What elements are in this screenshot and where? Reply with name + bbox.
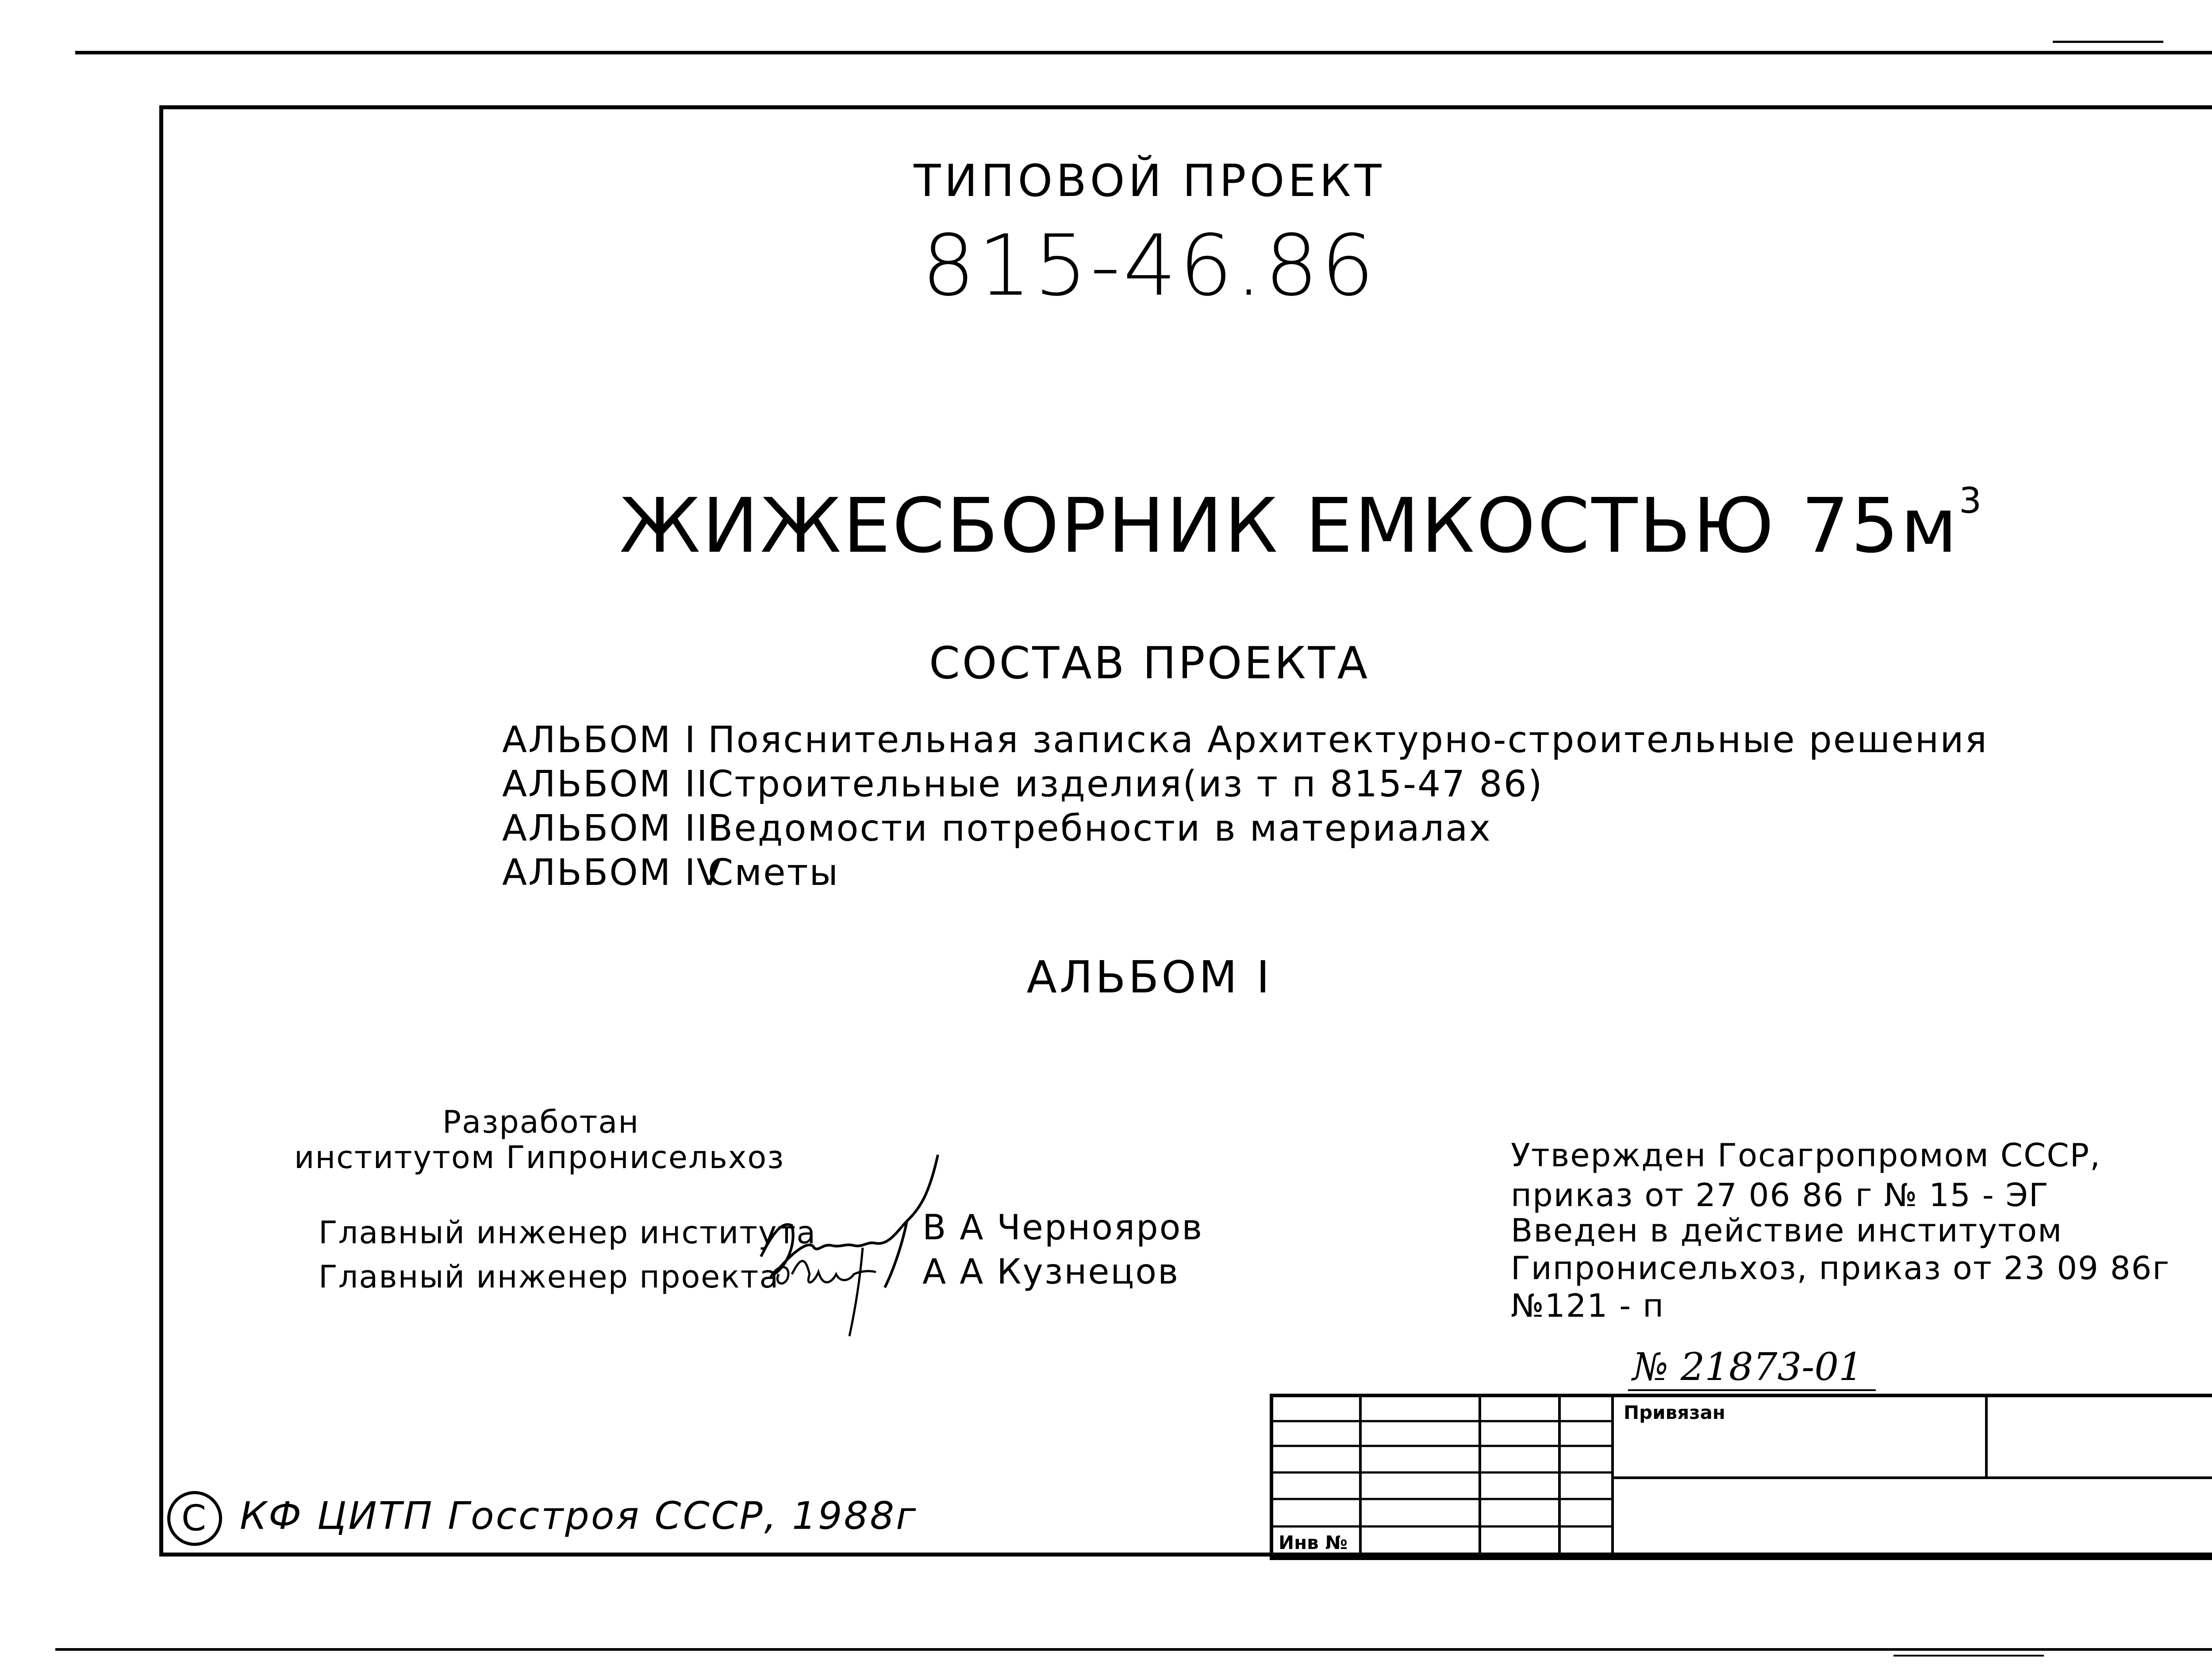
album-row-2 xyxy=(502,763,1544,805)
album-row-1 xyxy=(502,719,1988,761)
approval-line-1: Утвержден Госагропромом СССР, xyxy=(1511,1137,2101,1174)
project-number: 815-46.86 xyxy=(922,217,1377,315)
scan-mark-bottom xyxy=(1893,1655,2044,1657)
stamp-number-underline xyxy=(1628,1389,1876,1391)
copyright-text: КФ ЦИТП Госстроя СССР, 1988г xyxy=(240,1494,918,1538)
album-text: Пояснительная записка Архитектурно-строительные решения xyxy=(708,719,1988,761)
role-chief-engineer-project: Главный инженер проекта xyxy=(319,1259,780,1295)
name-chief-engineer-institute: В А Чернояров xyxy=(922,1208,1204,1248)
developer-line1: Разработан xyxy=(442,1104,640,1140)
bound-label: Привязан xyxy=(1624,1402,1725,1423)
role-chief-engineer-institute: Главный инженер института xyxy=(319,1215,817,1251)
inventory-label: Инв № xyxy=(1279,1532,1348,1553)
outer-border-top xyxy=(75,51,2212,54)
scan-mark-top xyxy=(2053,41,2163,43)
developer-line2: институтом Гипронисельхоз xyxy=(294,1139,785,1176)
album-text: Ведомости потребности в материалах xyxy=(708,807,1492,849)
album-label: АЛЬБОМ II xyxy=(502,763,709,805)
name-chief-engineer-project: А А Кузнецов xyxy=(922,1252,1180,1292)
document-title-text: ЖИЖЕСБОРНИК ЕМКОСТЬЮ 75м xyxy=(619,482,1959,570)
album-text: Сметы xyxy=(708,852,840,894)
approval-line-4: Гипронисельхоз, приказ от 23 09 86г xyxy=(1511,1249,2170,1287)
document-title xyxy=(619,482,1983,570)
approval-line-2: приказ от 27 06 86 г № 15 - ЭГ xyxy=(1511,1176,2049,1214)
album-label: АЛЬБОМ I xyxy=(502,719,697,761)
stamp-number: № 21873-01 xyxy=(1632,1345,1863,1389)
signature-kuznetsov xyxy=(761,1230,894,1341)
current-album: АЛЬБОМ I xyxy=(1026,951,1272,1003)
title-block-table xyxy=(1270,1394,2212,1562)
album-row-4 xyxy=(502,852,839,894)
project-type-label: ТИПОВОЙ ПРОЕКТ xyxy=(914,155,1385,207)
approval-line-5: №121 - п xyxy=(1511,1287,1665,1324)
copyright xyxy=(167,1491,918,1546)
approval-line-3: Введен в действие институтом xyxy=(1511,1212,2063,1249)
album-label: АЛЬБОМ III xyxy=(502,807,721,849)
album-row-3 xyxy=(502,807,1492,849)
document-title-superscript: 3 xyxy=(1959,480,1983,522)
outer-border-bottom xyxy=(55,1648,2212,1651)
copyright-icon: С xyxy=(167,1491,222,1546)
album-label: АЛЬБОМ IV xyxy=(502,852,723,894)
composition-heading: СОСТАВ ПРОЕКТА xyxy=(929,637,1370,689)
album-text: Строительные изделия(из т п 815-47 86) xyxy=(708,763,1544,805)
